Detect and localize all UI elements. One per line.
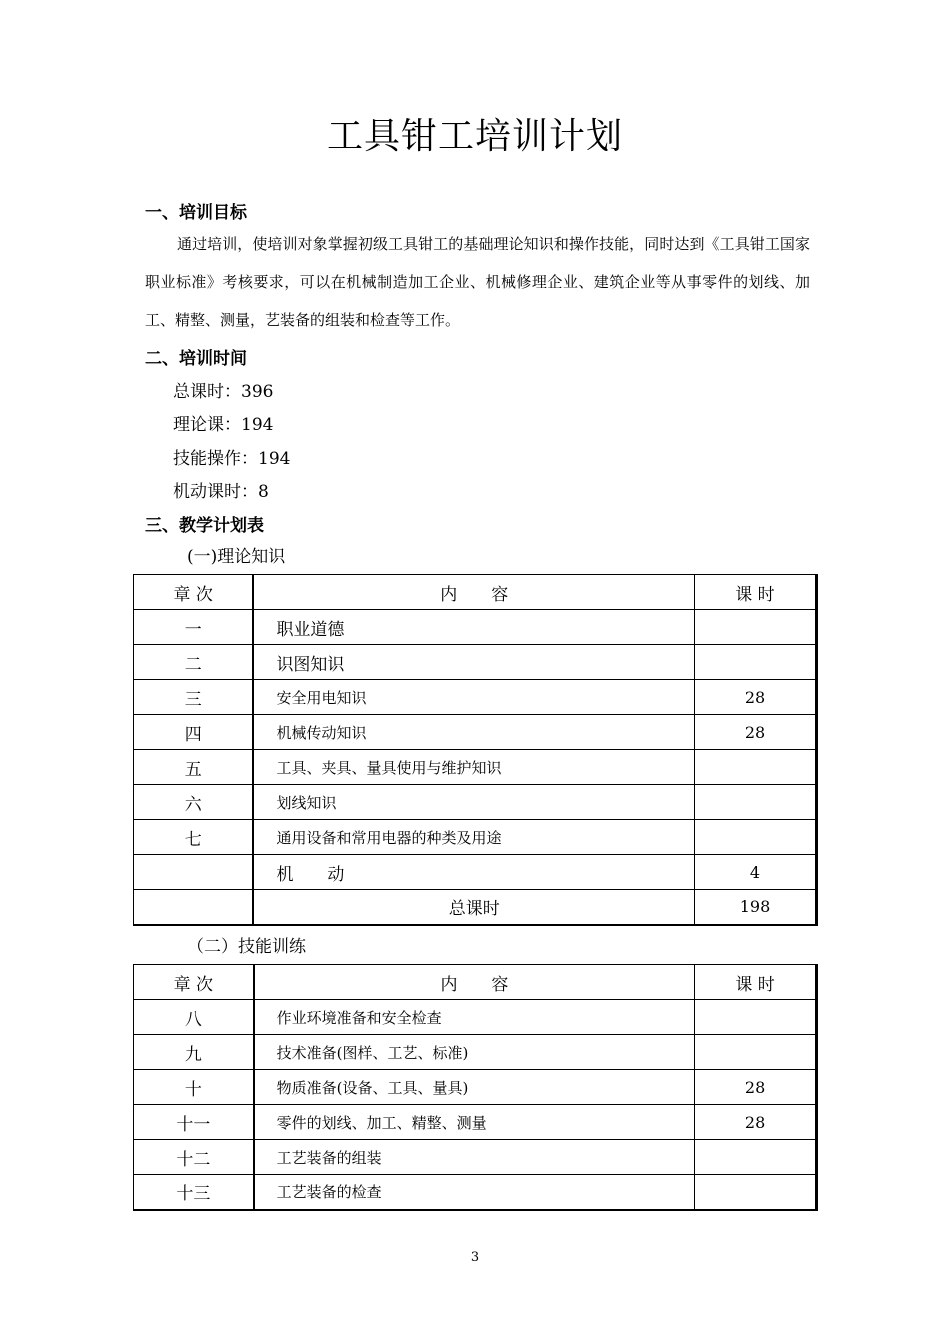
row-content: 工艺装备的检查 bbox=[254, 1175, 695, 1210]
table-row-flexible bbox=[134, 855, 817, 890]
row-chapter: 九 bbox=[134, 1035, 254, 1070]
row-hours: 28 bbox=[695, 1105, 817, 1140]
row-hours bbox=[695, 1140, 817, 1175]
row-content: 安全用电知识 bbox=[253, 680, 694, 715]
row-content: 工具、夹具、量具使用与维护知识 bbox=[253, 750, 694, 785]
table-row bbox=[134, 820, 817, 855]
row-content: 总课时 bbox=[253, 890, 694, 925]
time-total: 总课时：396 bbox=[173, 382, 274, 402]
row-content: 通用设备和常用电器的种类及用途 bbox=[253, 820, 694, 855]
row-hours bbox=[695, 1035, 817, 1070]
table-row bbox=[134, 785, 817, 820]
row-content: 作业环境准备和安全检查 bbox=[254, 1000, 695, 1035]
row-chapter bbox=[134, 890, 254, 925]
row-content: 职业道德 bbox=[253, 610, 694, 645]
table-row bbox=[134, 1140, 817, 1175]
row-content: 机械传动知识 bbox=[253, 715, 694, 750]
row-hours bbox=[694, 645, 816, 680]
row-hours bbox=[694, 785, 816, 820]
row-hours bbox=[694, 610, 816, 645]
row-hours: 4 bbox=[694, 855, 816, 890]
row-content: 机 动 bbox=[253, 855, 694, 890]
time-skills: 技能操作：194 bbox=[173, 449, 291, 469]
table-header-row bbox=[134, 575, 817, 610]
theory-subheading: (一)理论知识 bbox=[187, 547, 286, 567]
row-chapter: 十 bbox=[134, 1070, 254, 1105]
table-row bbox=[134, 750, 817, 785]
table-header-row bbox=[134, 965, 817, 1000]
row-chapter: 六 bbox=[134, 785, 254, 820]
row-chapter: 四 bbox=[134, 715, 254, 750]
row-chapter: 三 bbox=[134, 680, 254, 715]
row-content: 工艺装备的组装 bbox=[254, 1140, 695, 1175]
time-flexible: 机动课时：8 bbox=[173, 482, 269, 502]
header-hours: 课 时 bbox=[695, 965, 817, 1000]
row-chapter: 十一 bbox=[134, 1105, 254, 1140]
row-chapter: 五 bbox=[134, 750, 254, 785]
table-row bbox=[134, 1175, 817, 1210]
row-hours bbox=[694, 750, 816, 785]
row-hours: 28 bbox=[695, 1070, 817, 1105]
row-hours bbox=[695, 1175, 817, 1210]
row-chapter: 一 bbox=[134, 610, 254, 645]
table-row bbox=[134, 1000, 817, 1035]
row-chapter bbox=[134, 855, 254, 890]
header-chapter: 章 次 bbox=[134, 575, 254, 610]
row-chapter: 二 bbox=[134, 645, 254, 680]
row-chapter: 八 bbox=[134, 1000, 254, 1035]
row-chapter: 十二 bbox=[134, 1140, 254, 1175]
row-hours: 28 bbox=[694, 680, 816, 715]
header-hours: 课 时 bbox=[694, 575, 816, 610]
row-hours: 28 bbox=[694, 715, 816, 750]
section-heading-time: 二、培训时间 bbox=[145, 349, 247, 369]
table-row bbox=[134, 715, 817, 750]
row-hours bbox=[695, 1000, 817, 1035]
table-row bbox=[134, 1035, 817, 1070]
section-heading-goal: 一、培训目标 bbox=[145, 203, 247, 223]
row-content: 物质准备(设备、工具、量具) bbox=[254, 1070, 695, 1105]
row-content: 划线知识 bbox=[253, 785, 694, 820]
row-content: 技术准备(图样、工艺、标准) bbox=[254, 1035, 695, 1070]
row-chapter: 十三 bbox=[134, 1175, 254, 1210]
table-row bbox=[134, 1070, 817, 1105]
time-theory: 理论课：194 bbox=[173, 415, 274, 435]
skills-table bbox=[133, 964, 818, 1211]
row-hours: 198 bbox=[694, 890, 816, 925]
skills-subheading: （二）技能训练 bbox=[187, 937, 306, 957]
table-row bbox=[134, 610, 817, 645]
row-content: 识图知识 bbox=[253, 645, 694, 680]
table-row bbox=[134, 645, 817, 680]
table-row bbox=[134, 680, 817, 715]
header-content: 内 容 bbox=[254, 965, 695, 1000]
table-row-total bbox=[134, 890, 817, 925]
page-title: 工具钳工培训计划 bbox=[326, 116, 623, 157]
theory-table bbox=[133, 574, 818, 926]
page-number: 3 bbox=[470, 1250, 480, 1265]
row-hours bbox=[694, 820, 816, 855]
row-chapter: 七 bbox=[134, 820, 254, 855]
goal-paragraph: 通过培训，使培训对象掌握初级工具钳工的基础理论知识和操作技能，同时达到《工具钳工国家职业标准》考核要求，可以在机械制造加工企业、机械修理企业、建筑企业等从事零件的划线、加工、精整、测量，艺装备的组装和检查等工作。 bbox=[145, 235, 810, 329]
header-chapter: 章 次 bbox=[134, 965, 254, 1000]
header-content: 内 容 bbox=[253, 575, 694, 610]
section-heading-plan: 三、教学计划表 bbox=[145, 516, 264, 536]
table-row bbox=[134, 1105, 817, 1140]
row-content: 零件的划线、加工、精整、测量 bbox=[254, 1105, 695, 1140]
